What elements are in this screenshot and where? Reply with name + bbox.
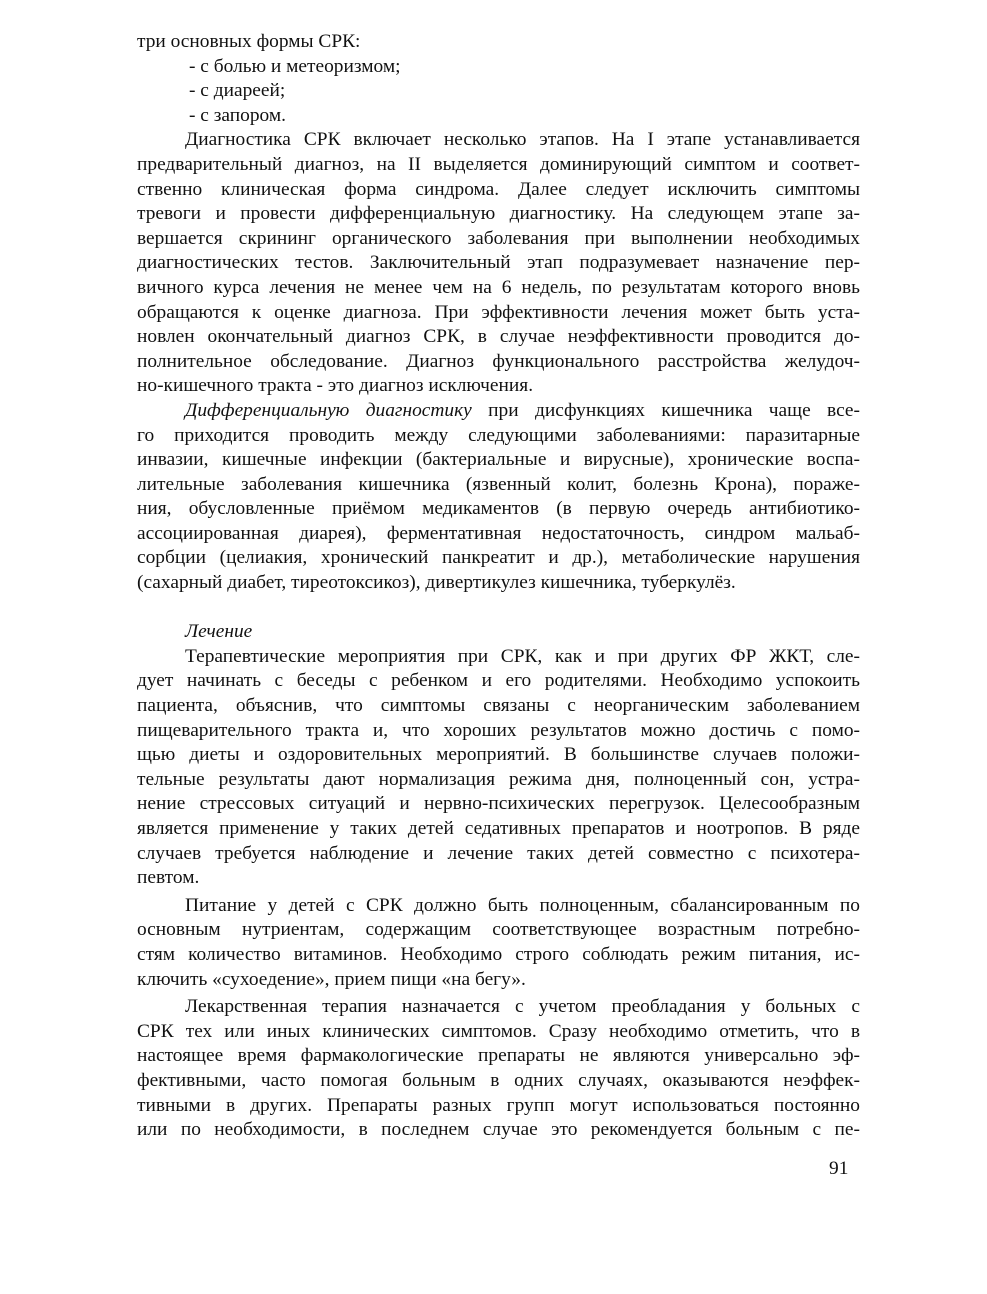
page-body (137, 30, 860, 1143)
text-line: вершается скрининг органического заболевания при выполнении необходимых (137, 227, 860, 249)
text-line: Терапевтические мероприятия при СРК, как и при других ФР ЖКТ, сле- (185, 645, 860, 667)
text-line: новлен окончательный диагноз СРК, в случае неэффективности проводится до- (137, 326, 860, 348)
bullet-item: - с болью и метеоризмом; (189, 55, 401, 77)
text-line: лительные заболевания кишечника (язвенный колит, болезнь Крона), пораже- (137, 473, 860, 495)
text-line: настоящее время фармакологические препараты не являются универсально эф- (137, 1045, 860, 1067)
text-line: или по необходимости, в последнем случае это рекомендуется больным с пе- (137, 1119, 860, 1141)
text-line: является применение у таких детей седативных препаратов и ноотропов. В ряде (137, 818, 860, 839)
paragraph-diagnostics (137, 128, 860, 399)
text-line: Диагностика СРК включает несколько этапов. На I этапе устанавливается (185, 129, 860, 151)
text-line: тельные результаты дают нормализация режима дня, полноценный сон, устра- (137, 768, 860, 790)
text-line: Питание у детей с СРК должно быть полноценным, сбалансированным по (185, 894, 860, 916)
text-line: вичного курса лечения не менее чем на 6 недель, по результатам которого вновь (137, 276, 860, 298)
text-line: но-кишечного тракта - это диагноз исключения. (137, 375, 534, 397)
text-line: (сахарный диабет, тиреотоксикоз), дивертикулез кишечника, туберкулёз. (137, 572, 736, 594)
spacer (137, 596, 860, 621)
italic-term: Дифференциальную диагностику (185, 399, 472, 421)
paragraph-therapy (137, 645, 860, 891)
text-run: при дисфункциях кишечника чаще все- (471, 399, 860, 421)
text-line: ственно клиническая форма синдрома. Далее следует исключить симптомы (137, 178, 860, 200)
text-line (137, 399, 860, 424)
bullet-item: - с запором. (189, 104, 286, 126)
text-line: СРК тех или иных клинических симптомов. Сразу необходимо отметить, что в (137, 1020, 860, 1042)
page-number: 91 (829, 1158, 849, 1179)
text-line: пищеварительного тракта и, что хороших результатов можно достичь с помо- (137, 719, 860, 741)
text-line: полнительное обследование. Диагноз функционального расстройства желудоч- (137, 350, 860, 372)
text-line: го приходится проводить между следующими заболеваниями: паразитарные (137, 424, 860, 446)
text-line: Лекарственная терапия назначается с учетом преобладания у больных с (185, 996, 860, 1018)
section-heading (137, 620, 860, 645)
text-line: певтом. (137, 867, 200, 889)
text-line: ассоциированная диарея), ферментативная недостаточность, синдром мальаб- (137, 522, 860, 544)
text-line: нение стрессовых ситуаций и нервно-психических перегрузок. Целесообразным (137, 793, 860, 815)
text-line: пациента, объяснив, что симптомы связаны с неорганическим заболеванием (137, 695, 860, 717)
text-line: предварительный диагноз, на II выделяется доминирующий симптом и соответ- (137, 153, 860, 175)
text-line: основным нутриентам, содержащим соответствующее возрастным потребно- (137, 919, 860, 941)
bullet-item: - с диареей; (189, 80, 286, 102)
text-line: обращаются к оценке диагноза. При эффективности лечения может быть уста- (137, 301, 860, 323)
text-line: сорбции (целиакия, хронический панкреатит и др.), метаболические нарушения (137, 547, 860, 569)
paragraph-differential (137, 399, 860, 596)
text-line: дует начинать с беседы с ребенком и его родителями. Необходимо успокоить (137, 670, 860, 692)
text-line: фективными, часто помогая больным в одних случаях, оказываются неэффек- (137, 1069, 860, 1091)
text-line: диагностических тестов. Заключительный этап подразумевает назначение пер- (137, 252, 860, 274)
paragraph-nutrition (137, 894, 860, 992)
paragraph-drug-therapy (137, 995, 860, 1143)
heading-text: Лечение (185, 621, 253, 643)
text-line: тревоги и провести дифференциальную диагностику. На следующем этапе за- (137, 203, 860, 225)
text-line: щью диеты и оздоровительных мероприятий. В большинстве случаев положи- (137, 744, 860, 766)
text-line: стям количество витаминов. Необходимо строго соблюдать режим питания, ис- (137, 943, 860, 965)
text-line: ключить «сухоедение», прием пищи «на бегу». (137, 968, 526, 990)
text-line: случаев требуется наблюдение и лечение таких детей совместно с психотера- (137, 842, 860, 864)
text-line: ния, обусловленные приёмом медикаментов (в первую очередь антибиотико- (137, 498, 860, 520)
text-line: инвазии, кишечные инфекции (бактериальные и вирусные), хронические воспа- (137, 449, 860, 471)
text-line: тивными в других. Препараты разных групп могут использоваться постоянно (137, 1094, 860, 1116)
intro-line: три основных формы СРК: (137, 31, 361, 52)
